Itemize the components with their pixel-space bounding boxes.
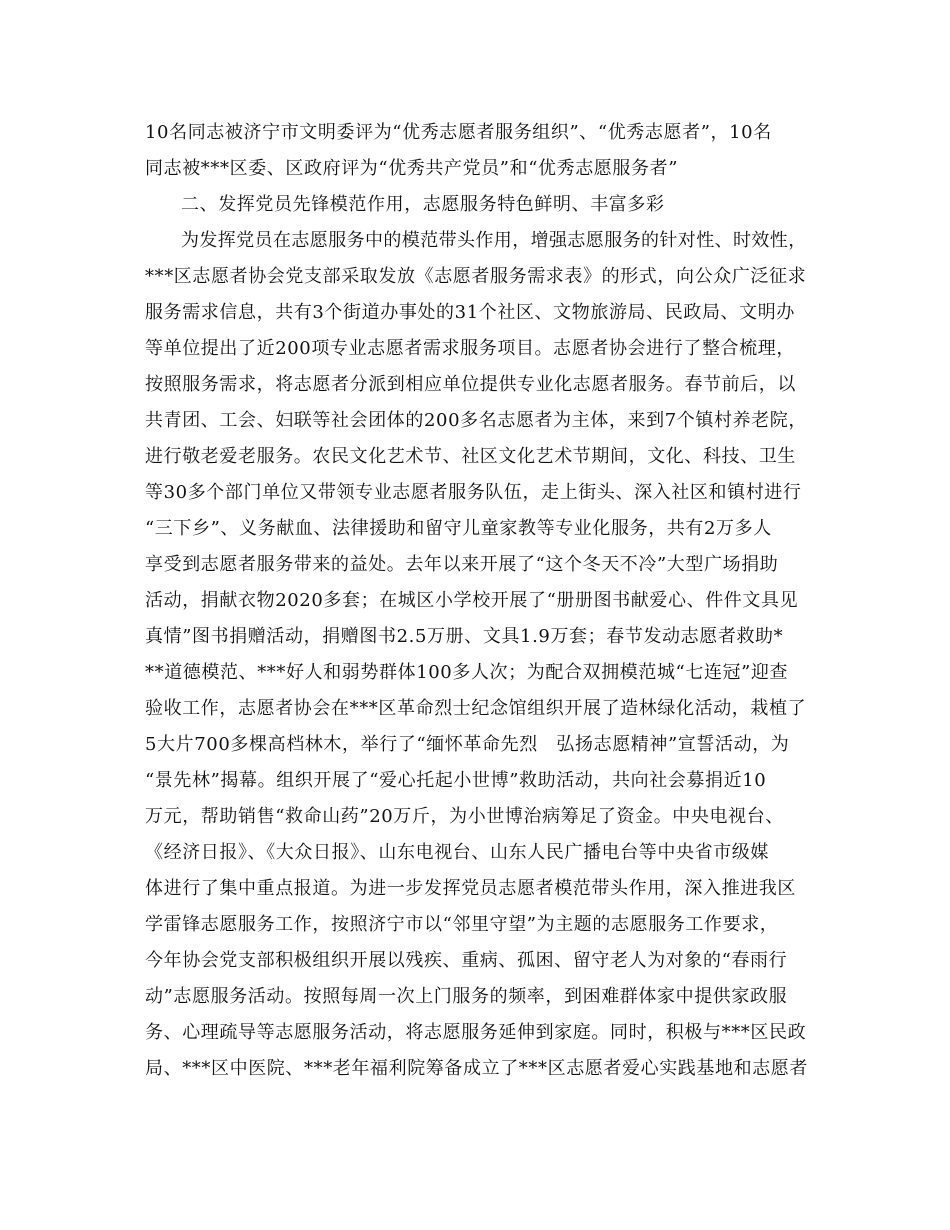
paragraph-line: 同志被***区委、区政府评为“优秀共产党员”和“优秀志愿服务者”	[145, 158, 679, 179]
paragraph-line: 学雷锋志愿服务工作，按照济宁市以“邻里守望”为主题的志愿服务工作要求，	[145, 914, 779, 935]
paragraph-line: 5大片700多棵高档林木，举行了“缅怀革命先烈 弘扬志愿精神”宣誓活动，为	[145, 734, 790, 755]
paragraph-line: **道德模范、***好人和弱势群体100多人次；为配合双拥模范城“七连冠”迎查	[145, 662, 789, 683]
paragraph-line: 享受到志愿者服务带来的益处。去年以来开展了“这个冬天不冷”大型广场捐助	[145, 554, 779, 575]
paragraph-line: 《经济日报》、《大众日报》、山东电视台、山东人民广播电台等中央省市级媒	[145, 842, 769, 863]
paragraph-line: “三下乡”、义务献血、法律援助和留守儿童家教等专业化服务，共有2万多人	[145, 518, 772, 539]
paragraph-line: 等单位提出了近200项专业志愿者需求服务项目。志愿者协会进行了整合梳理，	[145, 338, 795, 359]
paragraph-line: 10名同志被济宁市文明委评为“优秀志愿者服务组织”、“优秀志愿者”，10名	[145, 122, 772, 143]
paragraph-line: 局、***区中医院、***老年福利院筹备成立了***区志愿者爱心实践基地和志愿者	[145, 1058, 808, 1079]
paragraph-line: “景先林”揭幕。组织开展了“爱心托起小世博”救助活动，共向社会募捐近10	[145, 770, 767, 791]
paragraph-line: 今年协会党支部积极组织开展以残疾、重病、孤困、留守老人为对象的“春雨行	[145, 950, 788, 971]
paragraph-line: 活动，捐献衣物2020多套；在城区小学校开展了“册册图书献爱心、件件文具见	[145, 590, 799, 611]
paragraph-line: 务、心理疏导等志愿服务活动，将志愿服务延伸到家庭。同时，积极与***区民政	[145, 1022, 807, 1043]
paragraph-line: 等30多个部门单位又带领专业志愿者服务队伍，走上街头、深入社区和镇村进行	[145, 482, 802, 503]
paragraph-line: 动”志愿服务活动。按照每周一次上门服务的频率，到困难群体家中提供家政服	[145, 986, 788, 1007]
paragraph-line: 体进行了集中重点报道。为进一步发挥党员志愿者模范带头作用，深入推进我区	[145, 878, 796, 899]
paragraph-line: 共青团、工会、妇联等社会团体的200多名志愿者为主体，来到7个镇村养老院，	[145, 410, 808, 431]
paragraph-line: ***区志愿者协会党支部采取发放《志愿者服务需求表》的形式，向公众广泛征求	[145, 266, 807, 287]
paragraph-line: 为发挥党员在志愿服务中的模范带头作用，增强志愿服务的针对性、时效性，	[181, 230, 807, 251]
paragraph-line: 进行敬老爱老服务。农民文化艺术节、社区文化艺术节期间，文化、科技、卫生	[145, 446, 796, 467]
paragraph-line: 验收工作，志愿者协会在***区革命烈士纪念馆组织开展了造林绿化活动，栽植了	[145, 698, 807, 719]
paragraph-line: 万元，帮助销售“救命山药”20万斤，为小世博治病筹足了资金。中央电视台、	[145, 806, 784, 827]
paragraph-line: 真情”图书捐赠活动，捐赠图书2.5万册、文具1.9万套；春节发动志愿者救助*	[145, 626, 784, 647]
paragraph-line: 按照服务需求，将志愿者分派到相应单位提供专业化志愿者服务。春节前后，以	[145, 374, 796, 395]
paragraph-line: 服务需求信息，共有3个街道办事处的31个社区、文物旅游局、民政局、文明办	[145, 302, 795, 323]
section-heading: 二、发挥党员先锋模范作用，志愿服务特色鲜明、丰富多彩	[181, 194, 665, 215]
